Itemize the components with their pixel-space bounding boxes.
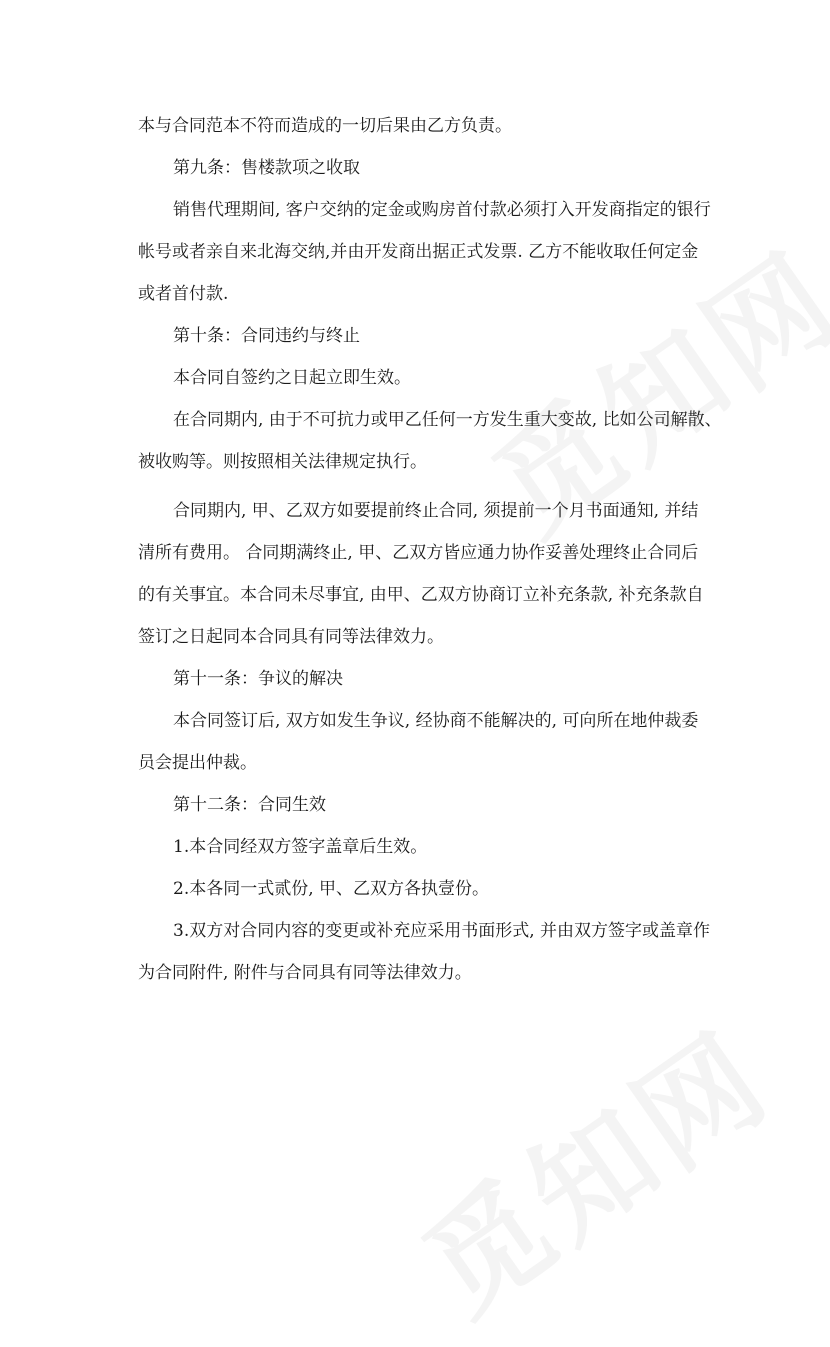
paragraph-line: 本与合同范本不符而造成的一切后果由乙方负责。 xyxy=(138,116,512,136)
list-item: 1.本合同经双方签字盖章后生效。 xyxy=(173,837,428,857)
paragraph-line: 的有关事宜。本合同未尽事宜, 由甲、乙双方协商订立补充条款, 补充条款自 xyxy=(138,585,704,605)
list-item: 3.双方对合同内容的变更或补充应采用书面形式, 并由双方签字或盖章作 xyxy=(173,921,711,941)
document-body xyxy=(138,105,722,994)
paragraph-line: 为合同附件, 附件与合同具有同等法律效力。 xyxy=(138,963,472,983)
section-heading: 第十二条：合同生效 xyxy=(173,795,326,815)
watermark xyxy=(385,985,798,1346)
paragraph-line: 本合同签订后, 双方如发生争议, 经协商不能解决的, 可向所在地仲裁委 xyxy=(173,711,699,731)
paragraph-line: 销售代理期间, 客户交纳的定金或购房首付款必须打入开发商指定的银行 xyxy=(173,200,711,220)
paragraph-line: 帐号或者亲自来北海交纳,并由开发商出据正式发票. 乙方不能收取任何定金 xyxy=(138,242,699,262)
paragraph-line: 或者首付款. xyxy=(138,284,229,304)
paragraph-line: 清所有费用。 合同期满终止, 甲、乙双方皆应通力协作妥善处理终止合同后 xyxy=(138,543,699,563)
paragraph-line: 被收购等。则按照相关法律规定执行。 xyxy=(138,452,427,472)
paragraph-line: 在合同期内, 由于不可抗力或甲乙任何一方发生重大变故, 比如公司解散、 xyxy=(173,410,722,430)
section-heading: 第十一条：争议的解决 xyxy=(173,669,343,689)
paragraph-line: 本合同自签约之日起立即生效。 xyxy=(173,368,411,388)
section-heading: 第九条：售楼款项之收取 xyxy=(173,158,360,178)
section-heading: 第十条：合同违约与终止 xyxy=(173,326,360,346)
list-item: 2.本各同一式贰份, 甲、乙双方各执壹份。 xyxy=(173,879,490,899)
paragraph-line: 合同期内, 甲、乙双方如要提前终止合同, 须提前一个月书面通知, 并结 xyxy=(173,501,699,521)
paragraph-line: 员会提出仲裁。 xyxy=(138,753,257,773)
paragraph-line: 签订之日起同本合同具有同等法律效力。 xyxy=(138,627,444,647)
